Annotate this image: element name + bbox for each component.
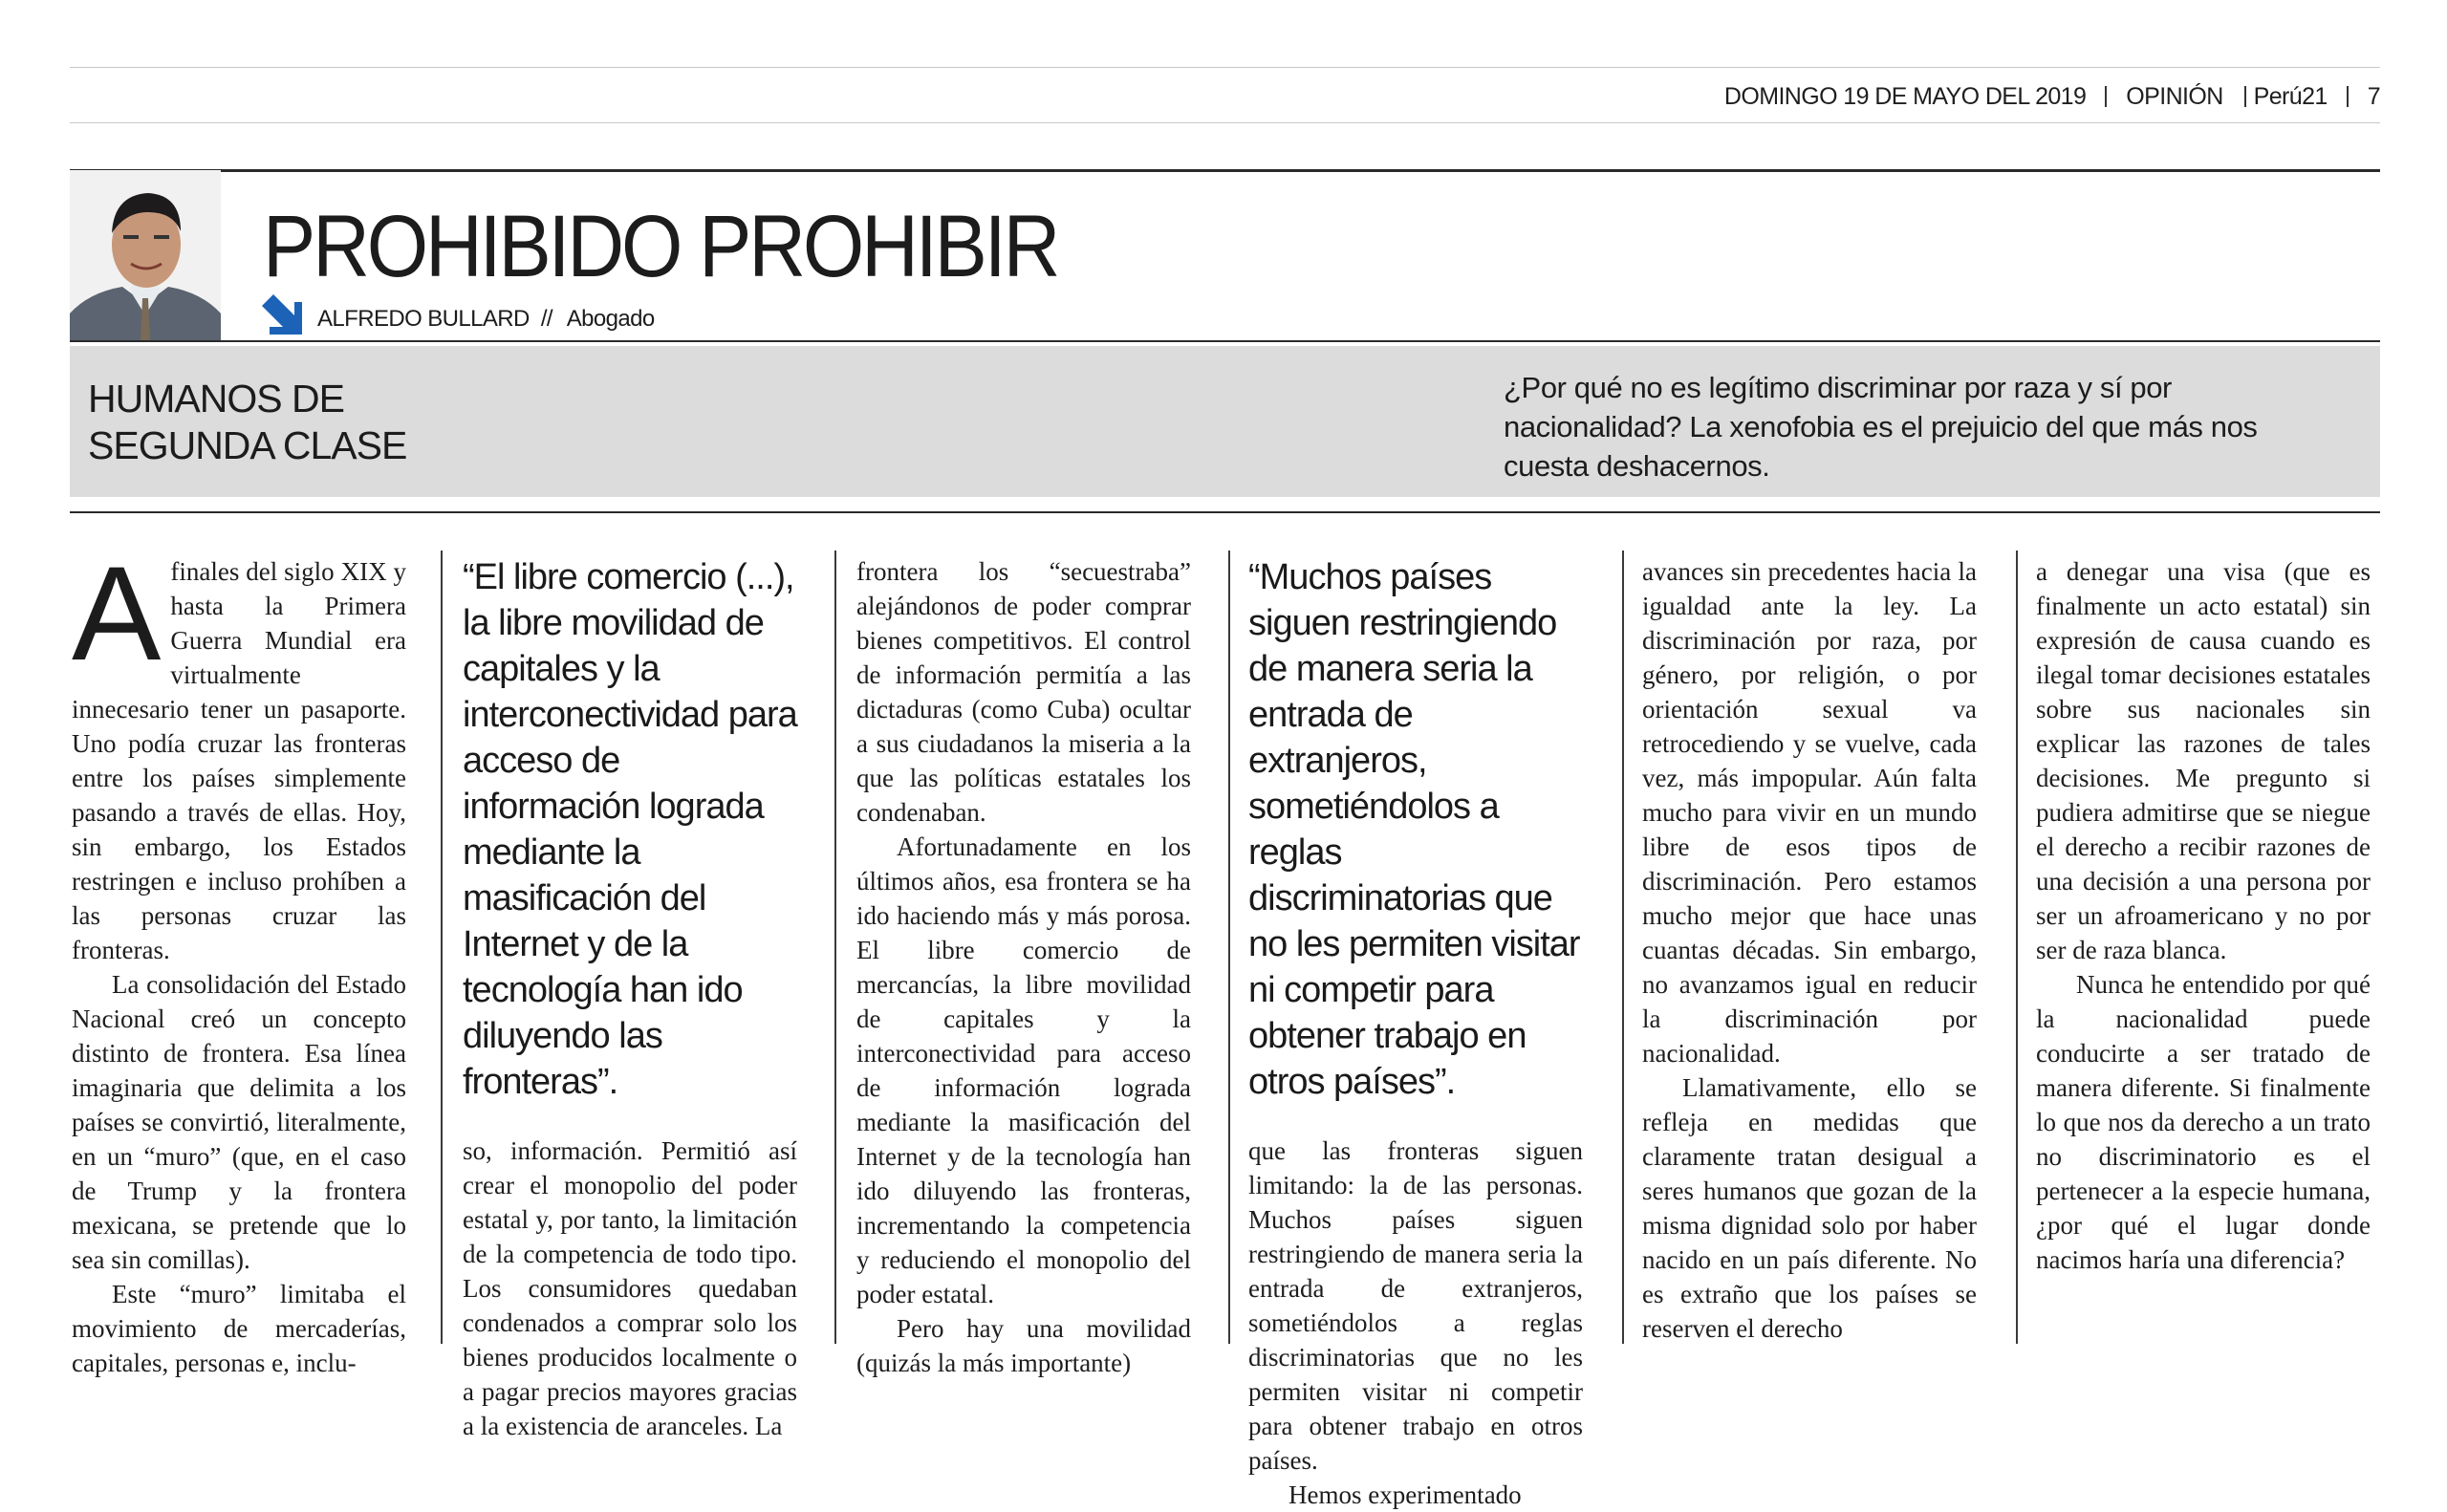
column-divider xyxy=(441,551,443,1344)
folio-divider xyxy=(2347,86,2349,107)
folio-date: DOMINGO 19 DE MAYO DEL 2019 xyxy=(1723,82,2087,110)
author-role: Abogado xyxy=(566,306,655,332)
paragraph xyxy=(72,538,406,967)
body-text xyxy=(463,1134,797,1443)
column-title: PROHIBIDO PROHIBIR xyxy=(263,198,1058,295)
folio-page-number: 7 xyxy=(2367,82,2380,110)
article-column-4 xyxy=(1248,554,1583,1512)
drop-cap: A xyxy=(72,538,162,688)
folio-divider xyxy=(2244,86,2246,107)
paragraph: avances sin precedentes hacia la igualdad ante la ley. La discriminación por raza, por género, por religión, o por orientación sexual va retrocediendo y se vuelve, cada vez, más impopular. Aún falta mucho para vivir en un mundo libre de esos tipos de discriminación. Pero estamos mucho mejor que hace unas cuantas décadas. Sin embargo, no avanzamos igual en reducir la discriminación por nacionalidad. xyxy=(1642,557,1977,1068)
article-column-2 xyxy=(463,554,797,1443)
article-column-5 xyxy=(1642,554,1977,1346)
paragraph: que las fronteras siguen limitando: la de las personas. Muchos países siguen restringiendo de manera seria la entrada de extranjeros, sometiéndolos a reglas discriminatorias que no les permiten visitar ni competir para obtener trabajo en otros países. xyxy=(1248,1136,1583,1475)
column-divider xyxy=(1622,551,1624,1344)
folio-divider xyxy=(2105,86,2107,107)
story-title xyxy=(88,376,585,469)
article-column-1 xyxy=(72,538,406,1380)
paragraph: Afortunadamente en los últimos años, esa frontera se ha ido haciendo más y más porosa. El libre comercio de mercancías, la libre movilidad de capitales y la interconectividad para acceso de información lograda mediante la masificación del Internet y de la tecnología han ido diluyendo las fronteras, incrementando la competencia y reduciendo el monopolio del poder estatal. xyxy=(856,832,1191,1308)
arrow-down-right-icon xyxy=(262,294,302,335)
paragraph: frontera los “secuestraba” alejándonos de poder comprar bienes competitivos. El control de información permitía a las dictaduras (como Cuba) ocultar a sus ciudadanos la miseria a la que las políticas estatales los condenaban. xyxy=(856,557,1191,827)
folio-section: OPINIÓN xyxy=(2126,82,2223,110)
paragraph: Pero hay una movilidad (quizás la más importante) xyxy=(856,1314,1191,1377)
deck-bottom-rule xyxy=(70,511,2380,513)
body-text xyxy=(2036,554,2371,1277)
body-text xyxy=(1248,1134,1583,1512)
column-divider xyxy=(2016,551,2018,1344)
article-column-3 xyxy=(856,554,1191,1380)
paragraph: Este “muro” limitaba el movimiento de mercaderías, capitales, personas e, inclu- xyxy=(72,1280,406,1377)
column-divider xyxy=(1228,551,1230,1344)
header-rule xyxy=(70,169,2380,172)
story-title-line: SEGUNDA CLASE xyxy=(88,423,407,467)
author-photo xyxy=(70,170,221,340)
body-text xyxy=(856,554,1191,1380)
paragraph: Hemos experimentado xyxy=(1288,1480,1522,1509)
folio-paper: Perú21 xyxy=(2253,82,2328,110)
author-name: ALFREDO BULLARD xyxy=(317,306,530,332)
body-text xyxy=(72,538,406,1380)
byline xyxy=(317,306,655,333)
paragraph-text: finales del siglo XIX y hasta la Primera Guerra Mundial era virtualmente innecesario tener un pasaporte. Uno podía cruzar las fronteras entre los países simplemente pasando a través de ellas. Hoy, sin embargo, los Estados restringen e incluso prohíben a las personas cruzar las fronteras. xyxy=(72,557,406,964)
paragraph: Nunca he entendido por qué la nacionalidad puede conducirte a ser tratado de manera diferente. Si finalmente lo que nos da derecho a un trato no discriminatorio es el pertenecer a la especie humana, ¿por qué el lugar donde nacimos haría una diferencia? xyxy=(2036,970,2371,1274)
folio-rule xyxy=(70,122,2380,123)
article-column-6 xyxy=(2036,554,2371,1277)
body-text xyxy=(1642,554,1977,1346)
folio xyxy=(1724,80,2380,113)
pull-quote: “Muchos países siguen restringiendo de manera seria la entrada de extranjeros, sometiéndolos a reglas discriminatorias que no les permiten visitar ni competir para obtener trabajo en otros países”. xyxy=(1248,557,1580,1102)
paragraph: La consolidación del Estado Nacional creó un concepto distinto de frontera. Esa línea imaginaria que delimita a los países se convirtió, literalmente, en un “muro” (que, en el caso de Trump y la frontera mexicana, se pretende que lo sea sin comillas). xyxy=(72,970,406,1274)
byline-separator: // xyxy=(540,306,552,332)
top-rule xyxy=(70,67,2380,68)
story-deck: ¿Por qué no es legítimo discriminar por raza y sí por nacionalidad? La xenofobia es el prejuicio del que más nos cuesta deshacernos. xyxy=(1504,371,2258,483)
paragraph: so, información. Permitió así crear el monopolio del poder estatal y, por tanto, la limitación de la competencia de todo tipo. Los consumidores quedaban condenados a comprar solo los bienes producidos localmente o a pagar precios mayores gracias a la existencia de aranceles. La xyxy=(463,1136,797,1440)
author-portrait-image xyxy=(70,170,221,340)
story-title-line: HUMANOS DE xyxy=(88,377,344,421)
deck-top-rule xyxy=(70,340,2380,342)
pull-quote: “El libre comercio (...), la libre movilidad de capitales y la interconectividad para acceso de información lograda mediante la masificación del Internet y de la tecnología han ido diluyendo las fronteras”. xyxy=(463,557,797,1102)
paragraph: Llamativamente, ello se refleja en medidas que claramente tratan desigual a seres humanos que gozan de la misma dignidad solo por haber nacido en un país diferente. No es extraño que los países se reserven el derecho xyxy=(1642,1073,1977,1343)
column-divider xyxy=(834,551,836,1344)
paragraph: a denegar una visa (que es finalmente un acto estatal) sin expresión de causa cuando es ilegal tomar decisiones estatales sobre sus nacionales sin explicar las razones de tales decisiones. Me pregunto si pudiera admitirse que se niegue el derecho a recibir razones de una decisión a una persona por ser un afroamericano y no por ser de raza blanca. xyxy=(2036,557,2371,964)
